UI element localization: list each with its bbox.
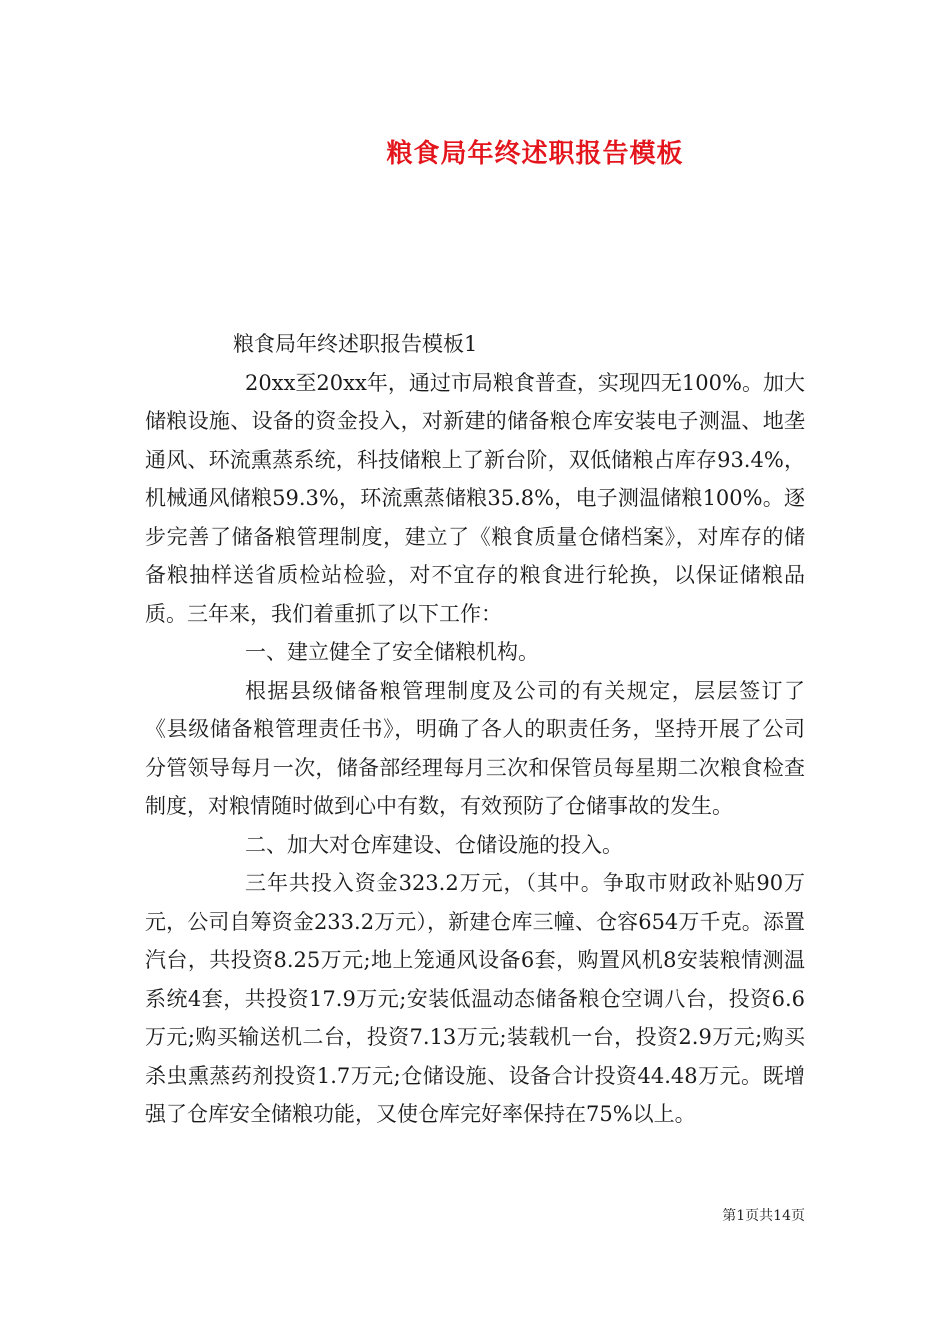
heading-section-2: 二、加大对仓库建设、仓储设施的投入。	[245, 832, 623, 857]
heading-section-1: 一、建立健全了安全储粮机构。	[245, 640, 539, 664]
paragraph-section-1: 根据县级储备粮管理制度及公司的有关规定，层层签订了《县级储备粮管理责任书》，明确了各人的职责任务，坚持开展了公司分管领导每月一次，储备部经理每月三次和保管员每星期二次粮食检查制度，对粮情随时做到心中有数，有效预防了仓储事故的发生。	[145, 678, 805, 818]
document-body	[145, 325, 805, 1134]
paragraph-intro: 20xx至20xx年，通过市局粮食普查，实现四无100%。加大储粮设施、设备的资金投入，对新建的储备粮仓库安装电子测温、地垄通风、环流熏蒸系统，科技储粮上了新台阶，双低储粮占库存93.4%，机械通风储粮59.3%，环流熏蒸储粮35.8%，电子测温储粮100%。逐步完善了储备粮管理制度，建立了《粮食质量仓储档案》，对库存的储备粮抽样送省质检站检验，对不宜存的粮食进行轮换，以保证储粮品质。三年来，我们着重抓了以下工作：	[145, 370, 805, 626]
paragraph-section-2: 三年共投入资金323.2万元，（其中。争取市财政补贴90万元，公司自筹资金233.2万元），新建仓库三幢、仓容654万千克。添置汽台，共投资8.25万元;地上笼通风设备6套，购置风机8安装粮情测温系统4套，共投资17.9万元;安装低温动态储备粮仓空调八台，投资6.6万元;购买输送机二台，投资7.13万元;装载机一台，投资2.9万元;购买杀虫熏蒸药剂投资1.7万元;仓储设施、设备合计投资44.48万元。既增强了仓库安全储粮功能，又使仓库完好率保持在75%以上。	[145, 871, 805, 1126]
section-subtitle: 粮食局年终述职报告模板1	[233, 332, 478, 356]
document-title: 粮食局年终述职报告模板	[386, 139, 684, 169]
page-number: 第1页共14页	[722, 1208, 805, 1224]
